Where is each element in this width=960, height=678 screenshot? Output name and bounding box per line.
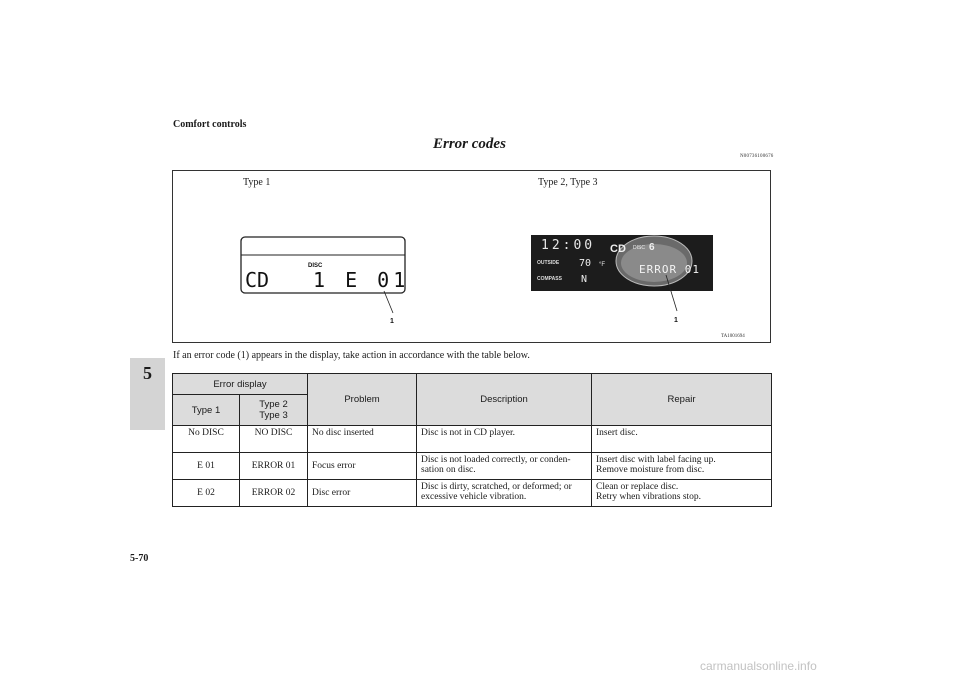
figure-id: TA1001694: [721, 334, 745, 339]
cell-problem: Focus error: [308, 453, 417, 480]
cell-repair: [592, 480, 772, 507]
header-type23: [240, 395, 308, 426]
type1-label: Type 1: [243, 177, 271, 188]
cell-description: [417, 426, 592, 453]
header-description: Description: [417, 374, 592, 426]
type23-compass-label: COMPASS: [537, 276, 562, 282]
error-code-table: [172, 373, 772, 507]
cell-type23: NO DISC: [240, 426, 308, 453]
type1-lcd-left: CD: [245, 268, 270, 292]
cell-description: [417, 480, 592, 507]
cell-repair-line: Clean or replace disc.: [596, 482, 679, 492]
type23-outside-label: OUTSIDE: [537, 260, 560, 266]
cell-description-line: Disc is dirty, scratched, or deformed; or: [421, 482, 572, 492]
table-row: [173, 480, 772, 507]
cell-type23: ERROR 02: [240, 480, 308, 507]
cell-problem: No disc inserted: [308, 426, 417, 453]
cell-description-line: excessive vehicle vibration.: [421, 492, 527, 502]
cell-repair: [592, 453, 772, 480]
figure-box: [172, 170, 771, 343]
type1-lcd-right: 1 E 01: [313, 268, 410, 292]
cell-description-line: sation on disc.: [421, 465, 476, 475]
cell-type1: E 02: [173, 480, 240, 507]
type1-callout-line: [384, 291, 393, 313]
cell-problem: Disc error: [308, 480, 417, 507]
type23-clock: 12:00: [541, 238, 596, 253]
type23-error-text: ERROR 01: [639, 263, 700, 276]
type23-compass-dir: N: [581, 274, 588, 285]
chapter-tab: 5: [130, 358, 165, 430]
cell-repair-line: Retry when vibrations stop.: [596, 492, 702, 502]
cell-repair-line: Remove moisture from disc.: [596, 465, 705, 475]
cell-description-line: Disc is not in CD player.: [421, 428, 515, 438]
table-row: [173, 453, 772, 480]
type23-temp: 70: [579, 258, 592, 269]
type23-callout-number: 1: [674, 317, 678, 324]
page-title: Error codes: [433, 136, 506, 152]
intro-paragraph: If an error code (1) appears in the display, take action in accordance with the table below.: [173, 350, 530, 361]
cell-description-line: Disc is not loaded correctly, or conden-: [421, 455, 571, 465]
cell-repair: [592, 426, 772, 453]
cell-repair-line: Insert disc.: [596, 428, 638, 438]
header-type3: Type 3: [259, 410, 288, 421]
header-problem: Problem: [308, 374, 417, 426]
type23-disc-label: DISC: [633, 245, 645, 251]
type1-display-illustration: [233, 231, 413, 341]
header-repair: Repair: [592, 374, 772, 426]
cell-type1: E 01: [173, 453, 240, 480]
header-type2: Type 2: [259, 399, 288, 410]
cell-type23: ERROR 01: [240, 453, 308, 480]
watermark-link[interactable]: carmanualsonline.info: [700, 659, 817, 673]
cell-description: [417, 453, 592, 480]
type23-disc-number: 6: [649, 242, 655, 253]
header-type1: Type 1: [173, 395, 240, 426]
section-title: Comfort controls: [173, 119, 247, 130]
header-error-display: Error display: [173, 374, 308, 395]
reference-code: N00736100676: [740, 154, 774, 159]
cell-type1: No DISC: [173, 426, 240, 453]
type1-disc-label: DISC: [308, 263, 323, 269]
type23-display-illustration: [529, 233, 719, 333]
type23-label: Type 2, Type 3: [538, 177, 598, 188]
type23-temp-unit: °F: [599, 262, 606, 268]
type1-callout-number: 1: [390, 318, 394, 325]
cell-repair-line: Insert disc with label facing up.: [596, 455, 716, 465]
page-number: 5-70: [130, 553, 149, 564]
table-row: [173, 426, 772, 453]
type23-cd-label: CD: [610, 243, 626, 255]
